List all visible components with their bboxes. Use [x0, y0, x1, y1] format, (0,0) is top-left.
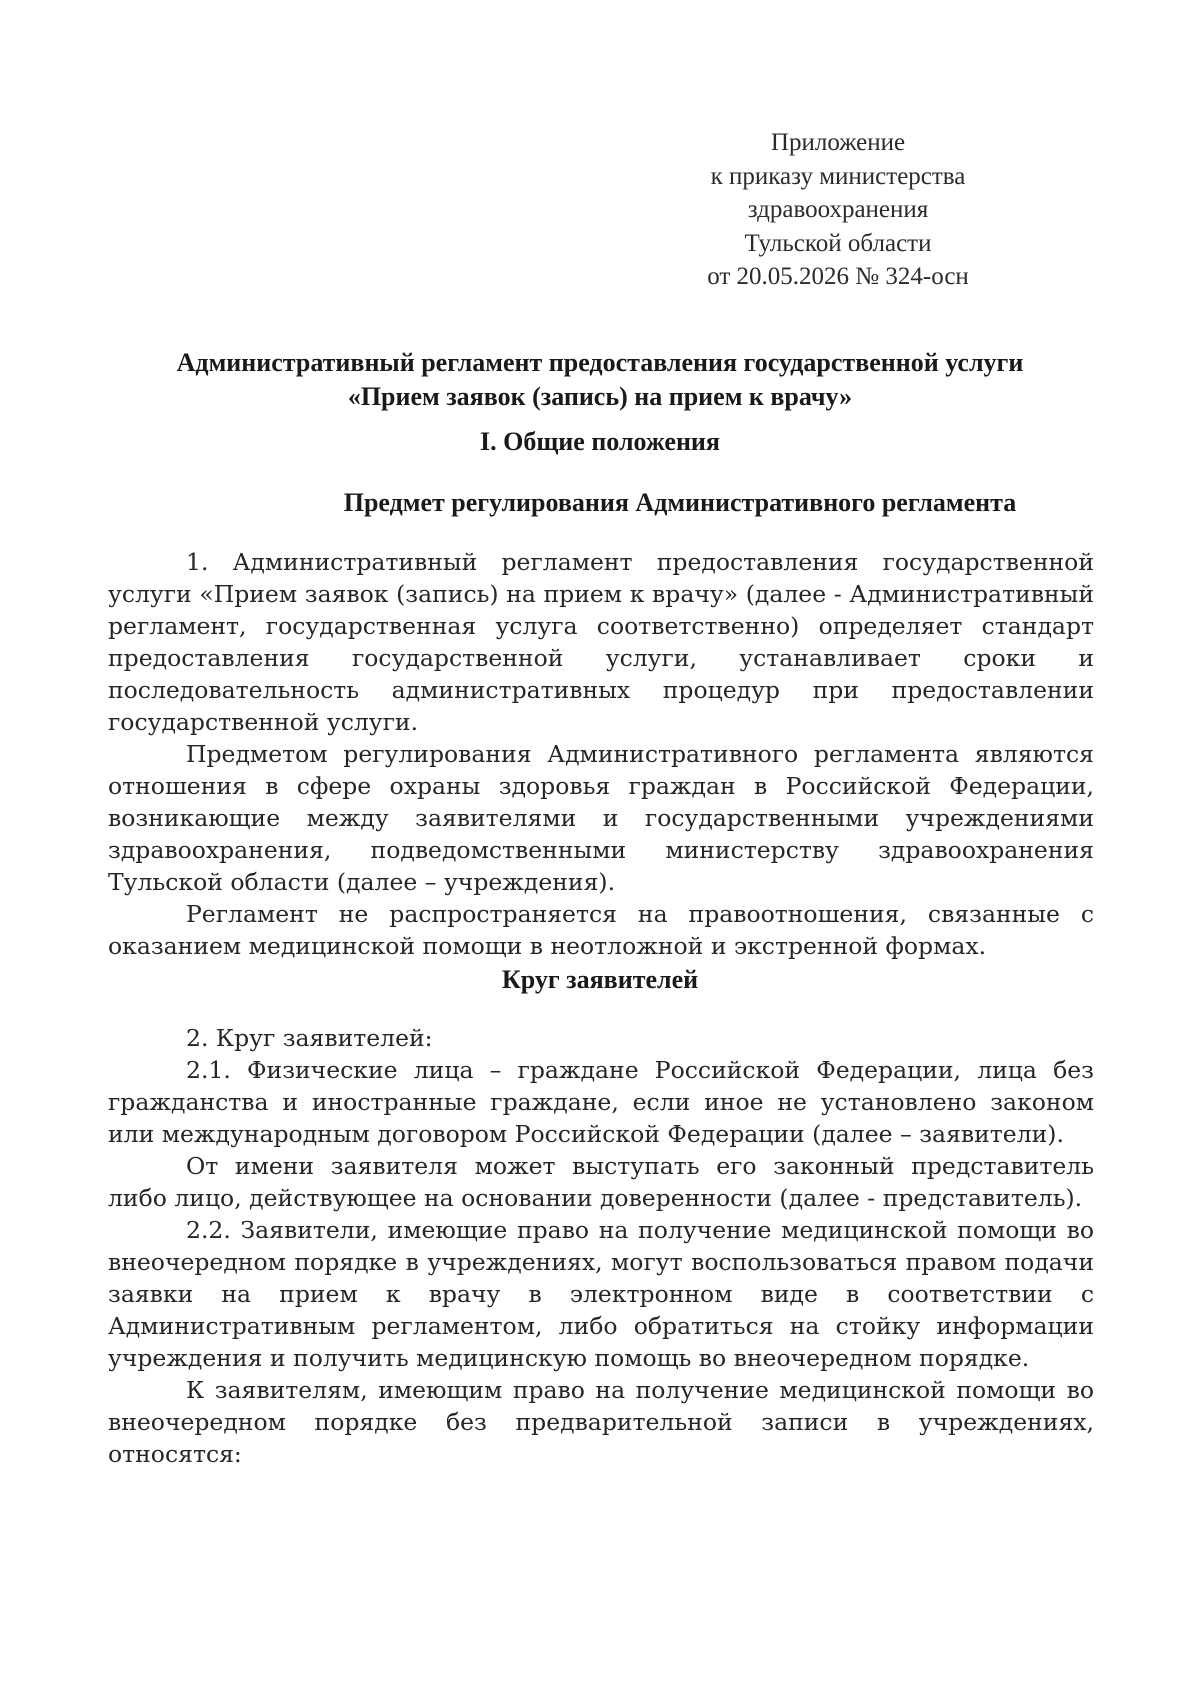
paragraph-priority-applicants: К заявителям, имеющим право на получение медицинской помощи во внеочередном порядке без предварительной записи в учреждениях, относятся:: [108, 1376, 1094, 1468]
appendix-order-date-number: от 20.05.2026 № 324-осн: [707, 263, 969, 290]
paragraph-2: 2. Круг заявителей:: [186, 1024, 433, 1052]
appendix-line: здравоохранения: [747, 196, 929, 223]
appendix-line: к приказу министерства: [710, 162, 966, 190]
paragraph-2-1: 2.1. Физические лица – граждане Российской Федерации, лица без гражданства и иностранные граждане, если иное не установлено законом или международным договором Российской Федерации (далее – заявители).: [108, 1056, 1094, 1148]
paragraph-subject-of-regulation: Предметом регулирования Административного регламента являются отношения в сфере охраны здоровья граждан в Российской Федерации, возникающие между заявителями и государственными учреждениями здравоохранения, подведомственными министерству здравоохранения Тульской области (далее – учреждения).: [108, 740, 1094, 896]
paragraph-2-2: 2.2. Заявители, имеющие право на получение медицинской помощи во внеочередном порядке в учреждениях, могут воспользоваться правом подачи заявки на прием к врачу в электронном виде в соответствии с Административным регламентом, либо обратиться на стойку информации учреждения и получить медицинскую помощь во внеочередном порядке.: [108, 1216, 1094, 1372]
subject-paragraphs: [108, 546, 1094, 962]
applicants-paragraphs: [108, 1022, 1094, 1470]
appendix-block: [660, 126, 1016, 294]
appendix-line: Тульской области: [744, 229, 932, 257]
paragraph-1: 1. Административный регламент предоставления государственной услуги «Прием заявок (запись) на прием к врачу» (далее - Административный регламент, государственная услуга соответственно) определяет стандарт предоставления государственной услуги, устанавливает сроки и последовательность административных процедур при предоставлении государственной услуги.: [108, 548, 1094, 736]
subsection-heading-applicants: Круг заявителей: [501, 965, 699, 994]
document-title-line-2: «Прием заявок (запись) на прием к врачу»: [347, 382, 853, 411]
subsection-heading-subject: Предмет регулирования Административного регламента: [343, 488, 1017, 517]
section-heading-general: I. Общие положения: [480, 427, 720, 456]
appendix-line: Приложение: [770, 129, 906, 156]
document-title-line-1: Административный регламент предоставления государственной услуги: [176, 348, 1024, 377]
paragraph-representative: От имени заявителя может выступать его законный представитель либо лицо, действующее на основании доверенности (далее - представитель).: [108, 1152, 1094, 1212]
paragraph-not-applicable: Регламент не распространяется на правоотношения, связанные с оказанием медицинской помощи в неотложной и экстренной формах.: [108, 900, 1094, 960]
